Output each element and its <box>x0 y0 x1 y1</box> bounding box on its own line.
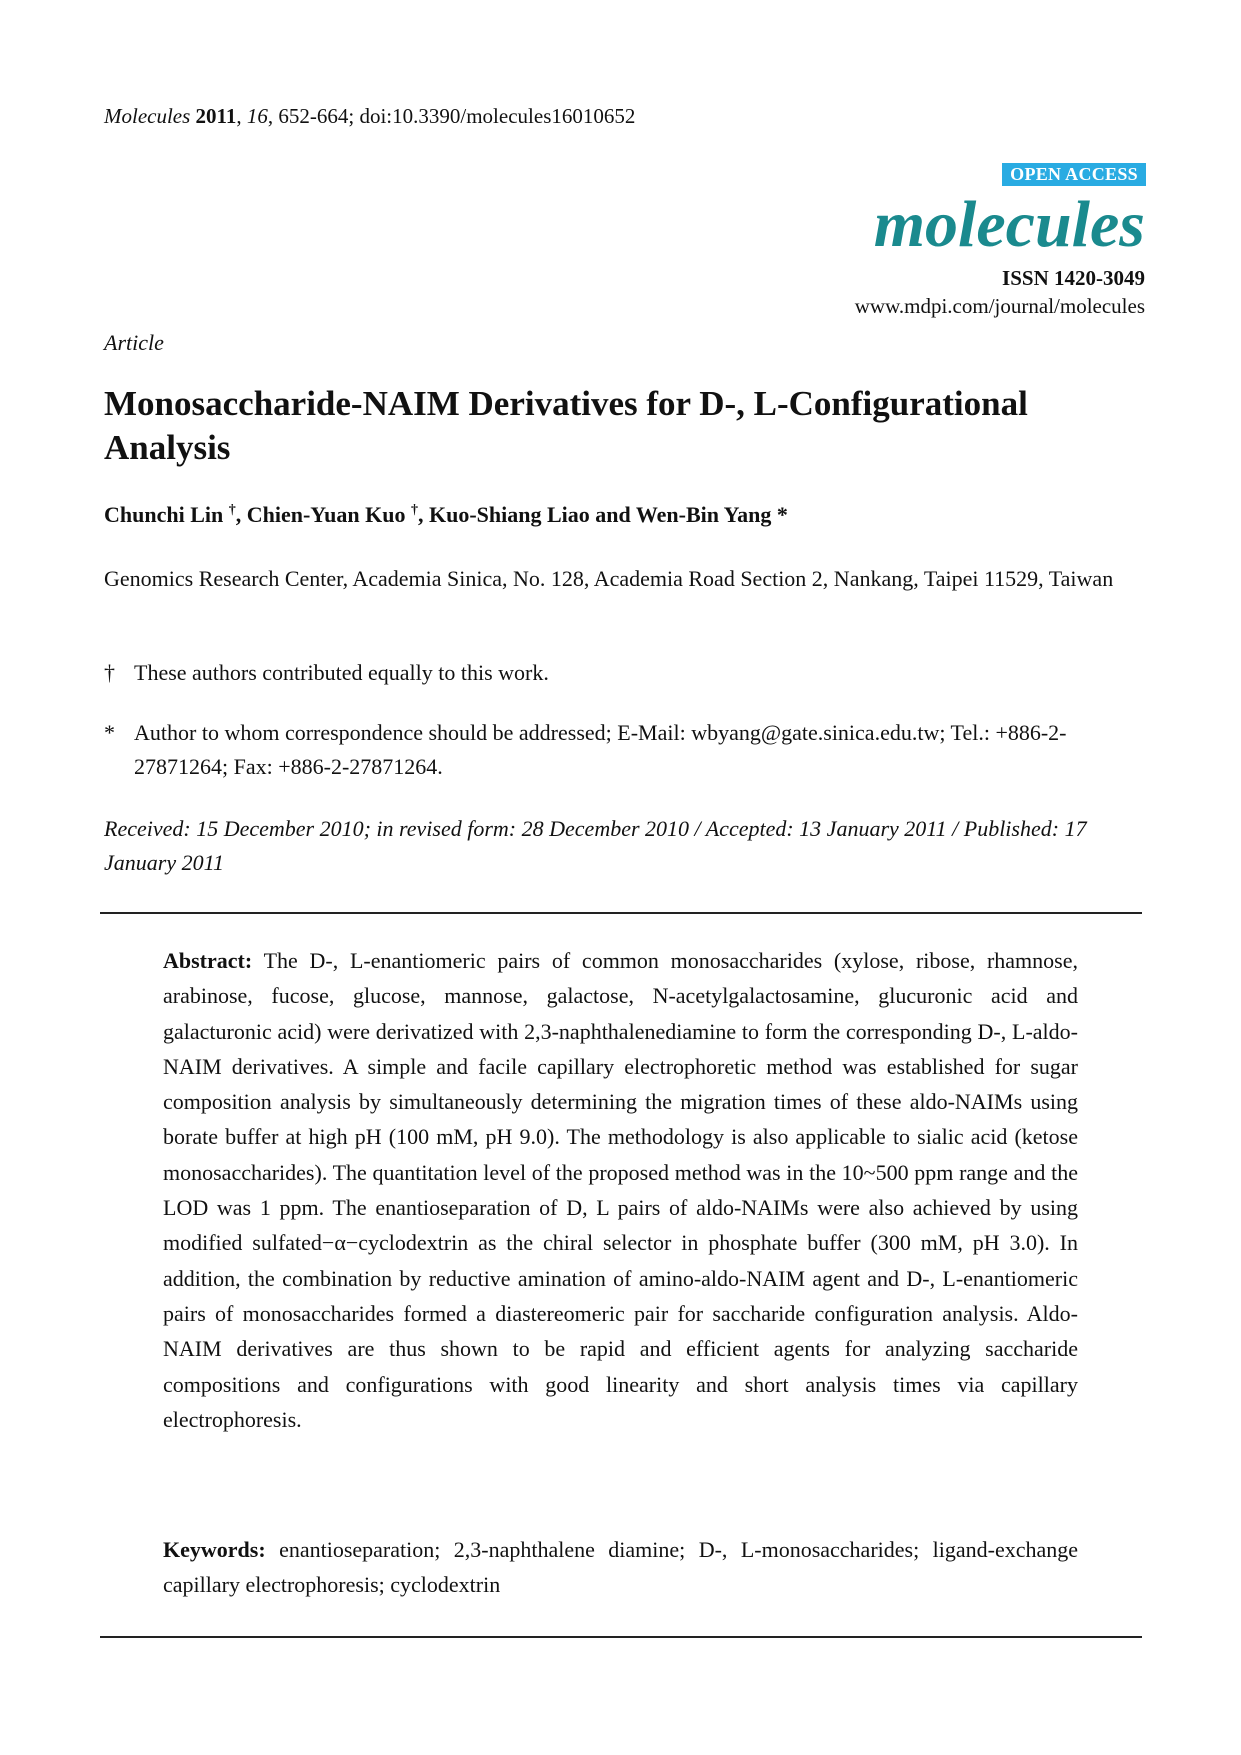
keywords-label: Keywords: <box>163 1537 266 1562</box>
correspondence-note <box>104 716 1144 784</box>
abstract <box>163 943 1078 1437</box>
citation-rest: , 652-664; doi:10.3390/molecules16010652 <box>267 104 636 128</box>
article-type: Article <box>104 330 164 355</box>
equal-contribution-mark: † <box>228 502 236 518</box>
open-access-badge: OPEN ACCESS <box>1002 163 1146 186</box>
article-title: Monosaccharide-NAIM Derivatives for D-, L-Configurational Analysis <box>104 384 1028 467</box>
keywords <box>163 1532 1078 1602</box>
author-list <box>104 502 788 528</box>
journal-url[interactable]: www.mdpi.com/journal/molecules <box>854 294 1145 318</box>
citation-line: Molecules 2011, 16, 652-664; doi:10.3390/molecules16010652 <box>104 104 636 128</box>
issn: ISSN 1420-3049 <box>1002 266 1145 290</box>
author-2: , Chien-Yuan Kuo <box>235 502 406 527</box>
divider-top <box>100 912 1142 914</box>
dagger-symbol: † <box>104 660 115 685</box>
author-rest: , Kuo-Shiang Liao and Wen-Bin Yang * <box>417 502 788 527</box>
asterisk-symbol: * <box>104 720 115 745</box>
equal-contribution-mark: † <box>410 502 418 518</box>
citation-year: 2011 <box>195 104 237 128</box>
author-1: Chunchi Lin <box>104 502 224 527</box>
journal-logo: molecules <box>873 188 1145 261</box>
divider-bottom <box>100 1636 1142 1638</box>
equal-contribution-text: These authors contributed equally to this work. <box>134 660 549 685</box>
abstract-text: The D-, L-enantiomeric pairs of common monosaccharides (xylose, ribose, rhamnose, arabinose, fucose, glucose, mannose, galactose, N-acetylgalactosamine, glucuronic acid and galacturonic acid) were derivatized with 2,3-naphthalenediamine to form the corresponding D-, L-aldo-NAIM derivatives. A simple and facile capillary electrophoretic method was established for sugar composition analysis by simultaneously determining the migration times of these aldo-NAIMs using borate buffer at high pH (100 mM, pH 9.0). The methodology is also applicable to sialic acid (ketose monosaccharides). The quantitation level of the proposed method was in the 10~500 ppm range and the LOD was 1 ppm. The enantioseparation of D, L pairs of aldo-NAIMs were also achieved by using modified sulfated−α−cyclodextrin as the chiral selector in phosphate buffer (300 mM, pH 3.0). In addition, the combination by reductive amination of amino-aldo-NAIM agent and D-, L-enantiomeric pairs of monosaccharides formed a diastereomeric pair for saccharide configuration analysis. Aldo-NAIM derivatives are thus shown to be rapid and efficient agents for analyzing saccharide compositions and configurations with good linearity and short analysis times via capillary electrophoresis. <box>163 948 1078 1432</box>
journal-name: Molecules <box>104 104 191 128</box>
publication-dates: Received: 15 December 2010; in revised form: 28 December 2010 / Accepted: 13 January 2011 / Published: 17 January 2011 <box>104 816 1087 875</box>
keywords-text: enantioseparation; 2,3-naphthalene diamine; D-, L-monosaccharides; ligand-exchange capillary electrophoresis; cyclodextrin <box>163 1537 1078 1597</box>
equal-contribution-note <box>104 656 1144 690</box>
correspondence-text: Author to whom correspondence should be addressed; E-Mail: wbyang@gate.sinica.edu.tw; Tel.: +886-2-27871264; Fax: +886-2-27871264. <box>134 720 1067 779</box>
affiliation: Genomics Research Center, Academia Sinica, No. 128, Academia Road Section 2, Nankang, Taipei 11529, Taiwan <box>104 566 1114 591</box>
abstract-label: Abstract: <box>163 948 253 973</box>
citation-volume: 16 <box>246 104 268 128</box>
